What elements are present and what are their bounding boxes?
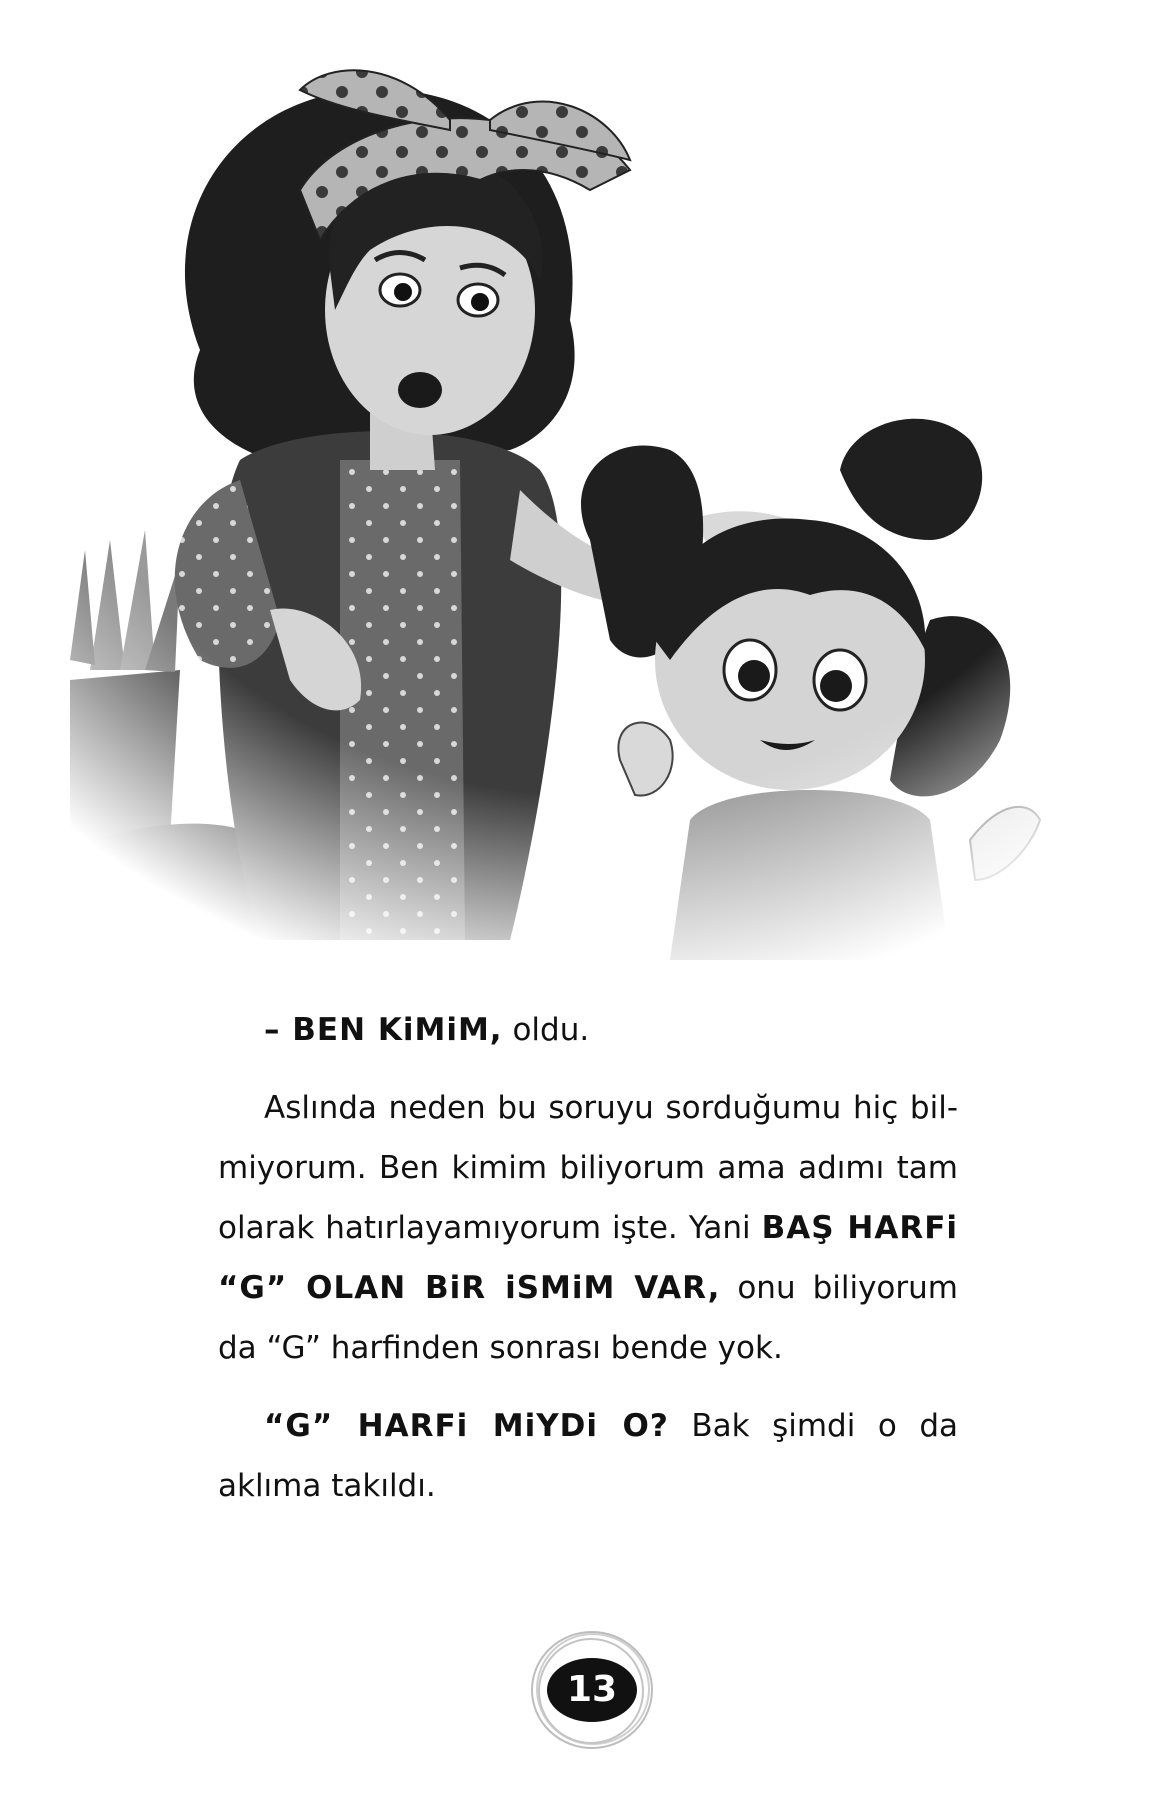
- paragraph-question: [218, 1396, 958, 1516]
- question-emphasis: “G” HARFi MiYDi O?: [264, 1408, 669, 1444]
- question-rest: Bak şimdi o da aklıma takıldı.: [218, 1408, 959, 1504]
- dialogue-line-emphasis: – BEN KiMiM,: [264, 1012, 503, 1048]
- paragraph-name-memory: [218, 1078, 958, 1378]
- paragraph-text-part1: Aslında neden bu soruyu sorduğumu hiç bilmiyorum. Ben kimim biliyorum ama adımı tam olarak hatırlayamıyorum işte. Yani: [218, 1090, 958, 1246]
- story-text: [218, 1000, 958, 1534]
- story-illustration: [70, 20, 1120, 960]
- paragraph-text-part2: onu biliyorum da “G” harfinden sonrası bende yok.: [218, 1270, 958, 1366]
- dialogue-line-rest: oldu.: [502, 1012, 590, 1048]
- page-number-badge: [527, 1625, 657, 1755]
- dialogue-line: [218, 1000, 958, 1060]
- page-number: 13: [547, 1658, 637, 1722]
- paragraph-emphasis: BAŞ HARFi “G” OLAN BiR iSMiM VAR,: [218, 1210, 958, 1306]
